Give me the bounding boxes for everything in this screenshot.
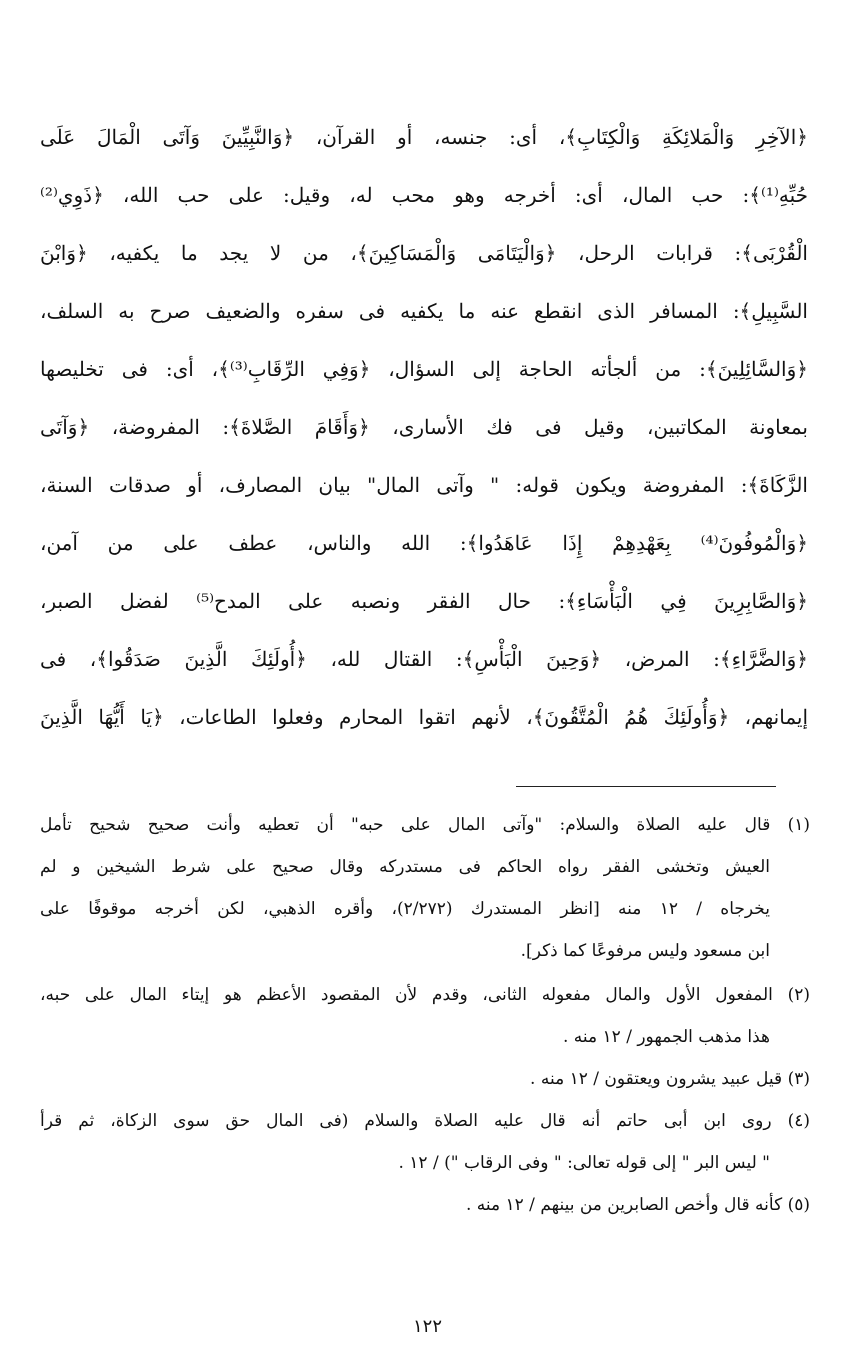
main-line: ﴿وَالْمُوفُونَ⁽⁴⁾ بِعَهْدِهِمْ إِذَا عَاهَدُوا﴾: الله والناس، عطف على من آمن، [40, 531, 808, 555]
footnote-line: (٢) المفعول الأول والمال مفعوله الثانى، وقدم لأن المقصود الأعظم هو إيتاء المال على حبه، [40, 985, 810, 1005]
footnote-line: (٥) كأنه قال وأخص الصابرين من بينهم / ١٢ منه . [465, 1195, 810, 1215]
main-line: بمعاونة المكاتبين، وقيل فى فك الأسارى، ﴿وَأَقَامَ الصَّلاةَ﴾: المفروضة، ﴿وَآتَى [40, 415, 808, 439]
main-line: ﴿وَالسَّائِلِينَ﴾: من ألجأته الحاجة إلى السؤال، ﴿وَفِي الرِّقَابِ⁽³⁾﴾، أى: فى تخليصها [40, 357, 808, 381]
footnote-divider [516, 786, 776, 787]
footnote-line: ابن مسعود وليس مرفوعًا كما ذكر]. [520, 941, 770, 961]
main-line: ﴿وَالضَّرَّاءِ﴾: المرض، ﴿وَحِينَ الْبَأْسِ﴾: القتال لله، ﴿أُولَئِكَ الَّذِينَ صَدَقُوا﴾، فى [40, 647, 808, 671]
page-number: ١٢٢ [412, 1316, 442, 1337]
main-line: حُبِّهِ⁽¹⁾﴾: حب المال، أى: أخرجه وهو محب له، وقيل: على حب الله، ﴿ذَوِي⁽²⁾ [40, 183, 808, 207]
main-line: ﴿الآخِرِ وَالْمَلائِكَةِ وَالْكِتَابِ﴾، أى: جنسه، أو القرآن، ﴿وَالنَّبِيِّينَ وَآتَى الْمَالَ عَلَى [40, 125, 808, 149]
main-line: الْقُرْبَى﴾: قرابات الرحل، ﴿وَالْيَتَامَى وَالْمَسَاكِينَ﴾، من لا يجد ما يكفيه، ﴿وَابْنَ [40, 241, 808, 265]
main-line: إيمانهم، ﴿وَأُولَئِكَ هُمُ الْمُتَّقُونَ﴾، لأنهم اتقوا المحارم وفعلوا الطاعات، ﴿يَا أَيُّهَا الَّذِينَ [40, 705, 808, 729]
main-text-block [40, 108, 808, 746]
footnote-line: (٣) قيل عبيد يشرون ويعتقون / ١٢ منه . [530, 1069, 810, 1089]
footnote-line: (١) قال عليه الصلاة والسلام: "وآتى المال على حبه" أن تعطيه وأنت صحيح شحيح تأمل [40, 815, 810, 835]
footnote-line: هذا مذهب الجمهور / ١٢ منه . [562, 1027, 770, 1047]
footnote-line: (٤) روى ابن أبى حاتم أنه قال عليه الصلاة والسلام (فى المال حق سوى الزكاة، ثم قرأ [40, 1111, 810, 1131]
footnote-line: " ليس البر " إلى قوله تعالى: " وفى الرقاب ") / ١٢ . [398, 1153, 770, 1173]
footnote-line: العيش وتخشى الفقر رواه الحاكم فى مستدركه وقال صحيح على شرط الشيخين و لم [40, 857, 770, 877]
footnotes-block [40, 804, 810, 1226]
footnote-line: يخرجاه / ١٢ منه [انظر المستدرك (٢/٢٧٢)، وأقره الذهبي، لكن أخرجه موقوفًا على [40, 899, 770, 919]
main-line: ﴿وَالصَّابِرِينَ فِي الْبَأْسَاءِ﴾: حال الفقر ونصبه على المدح⁽⁵⁾ لفضل الصبر، [40, 589, 808, 613]
main-line: السَّبِيلِ﴾: المسافر الذى انقطع عنه ما يكفيه فى سفره والضعيف صرح به السلف، [40, 299, 808, 323]
main-line: الزَّكَاةَ﴾: المفروضة ويكون قوله: " وآتى المال" بيان المصارف، أو صدقات السنة، [40, 473, 808, 497]
